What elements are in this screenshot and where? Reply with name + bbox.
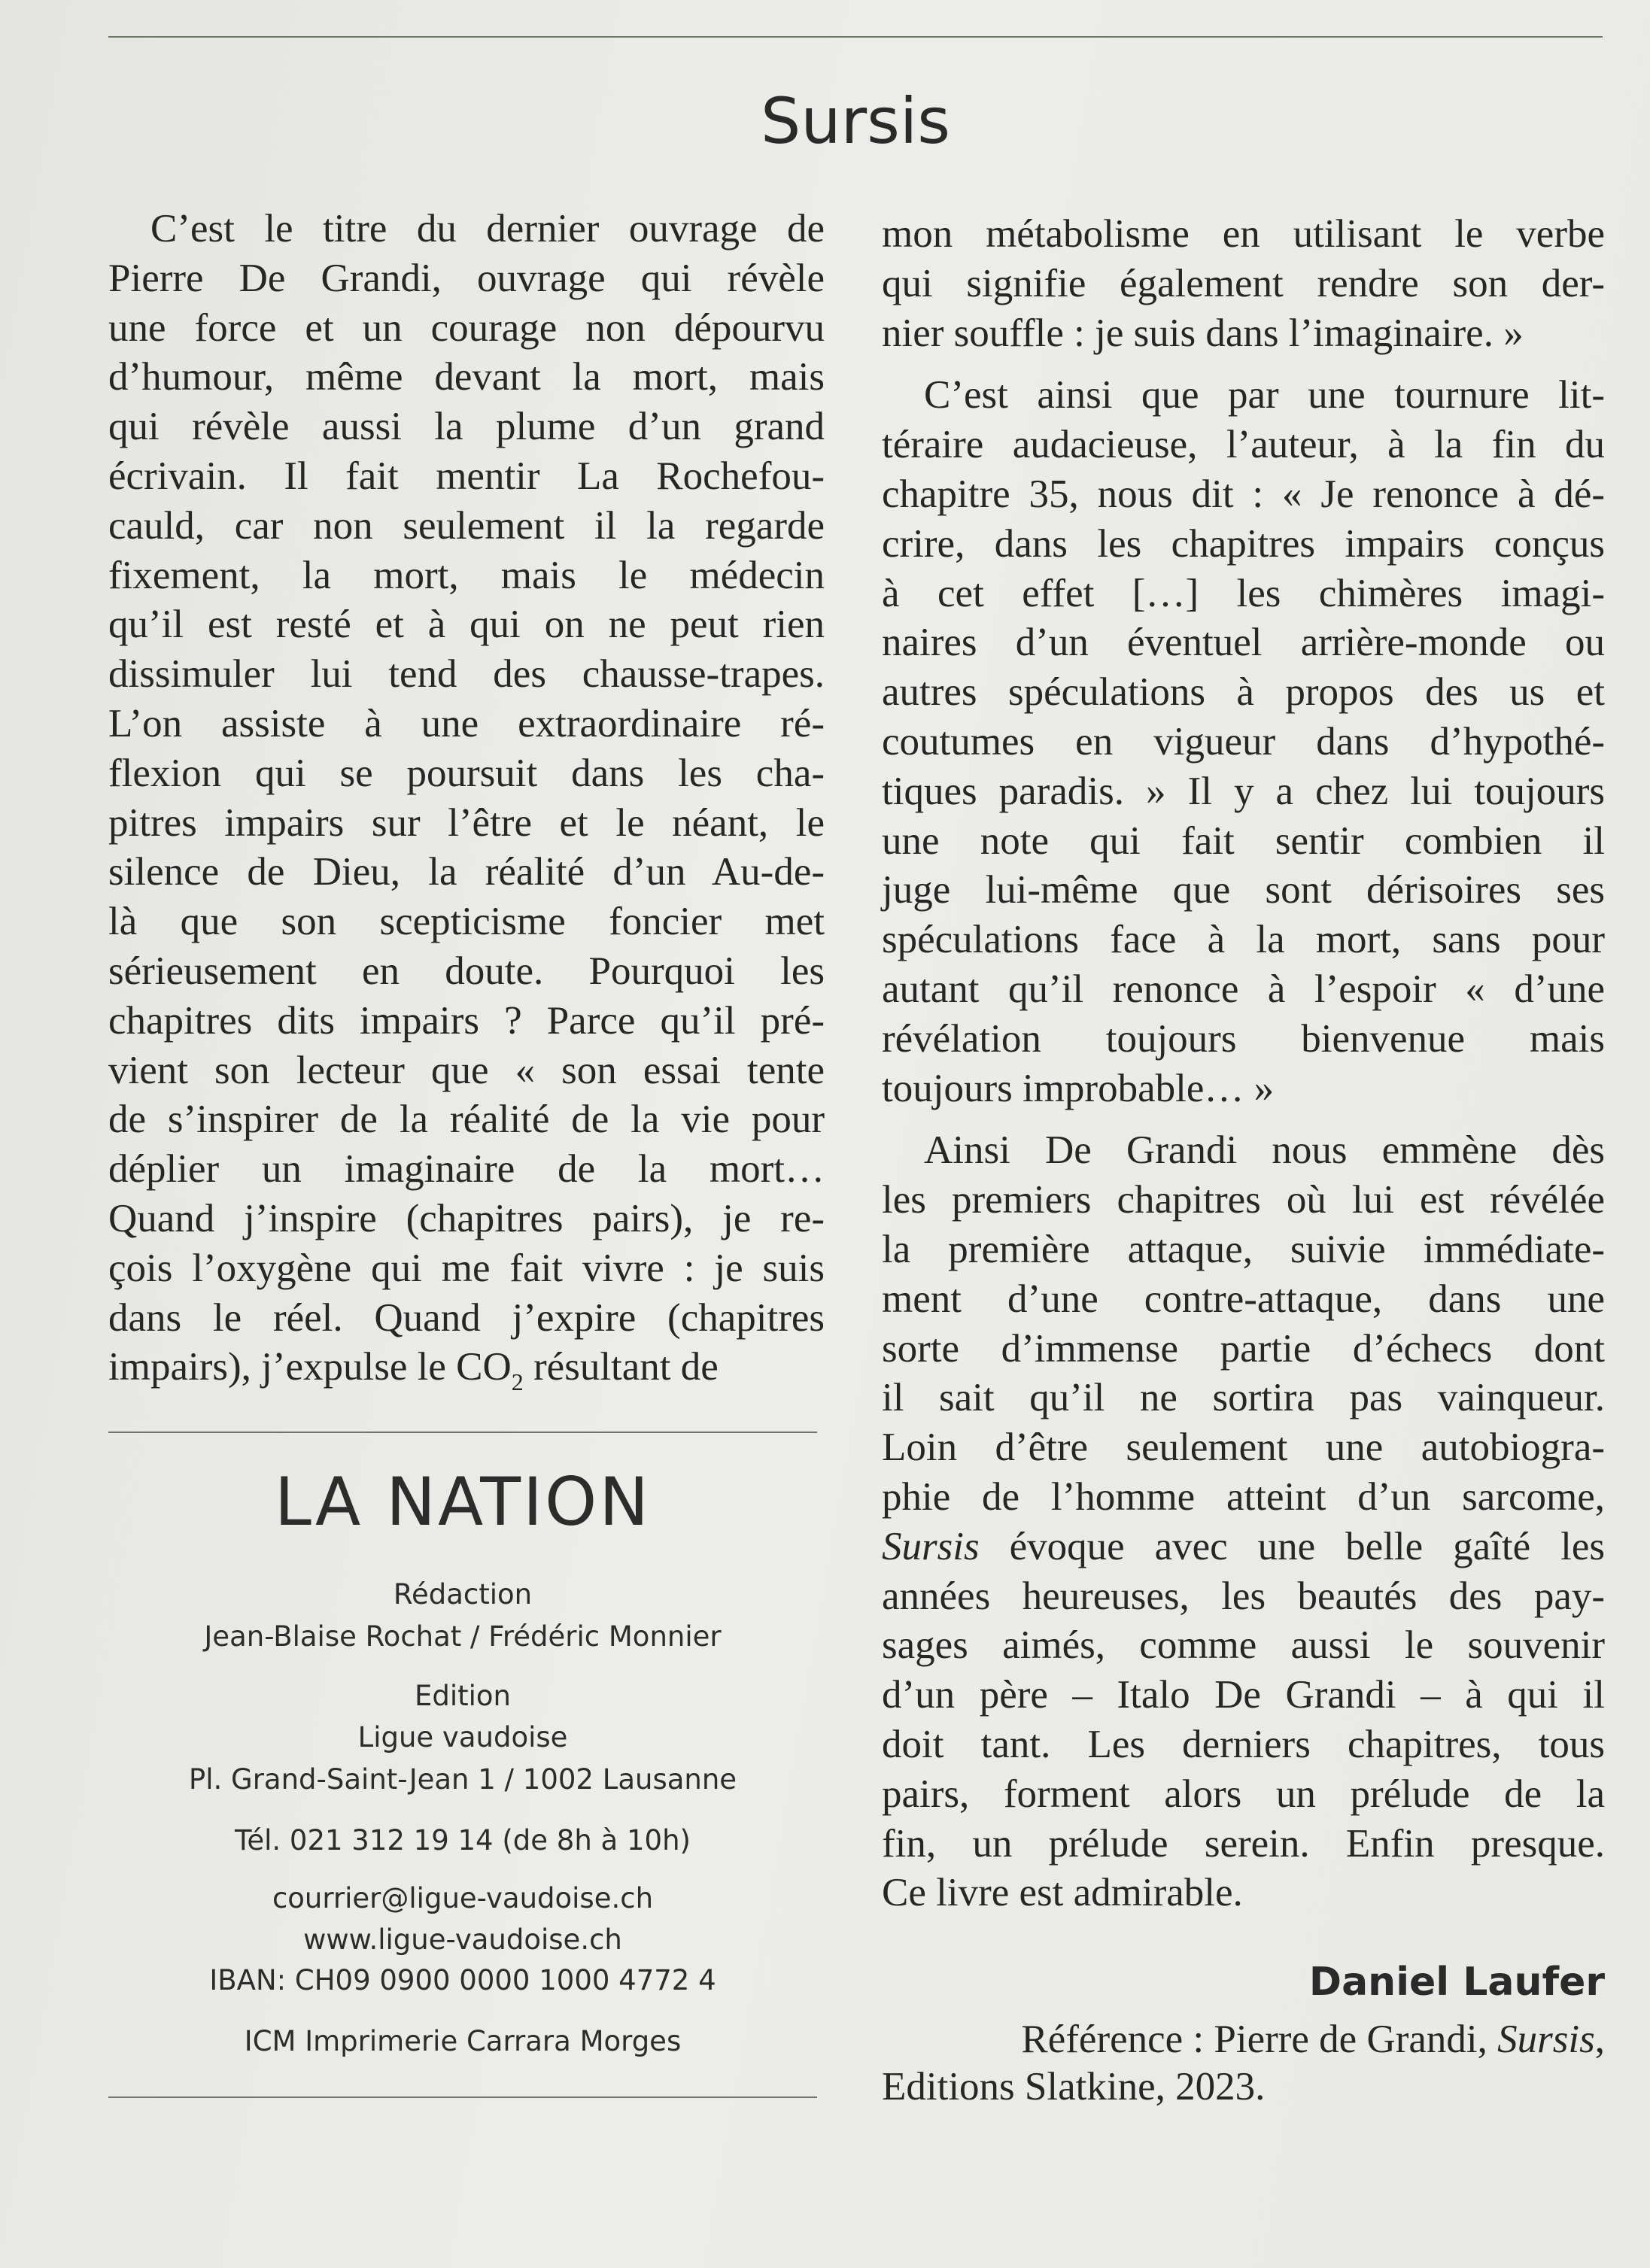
text-line: pairs, forment alors un prélude de la (882, 1772, 1605, 1816)
text-line: d’un père – Italo De Grandi – à qui il (882, 1673, 1605, 1717)
text-line: les premiers chapitres où lui est révélée (882, 1178, 1605, 1222)
text-line: une note qui fait sentir combien il (882, 818, 1605, 863)
text-line: dans le réel. Quand j’expire (chapitres (108, 1295, 825, 1340)
text-line: toujours improbable… » (882, 1066, 1275, 1110)
text-line: autres spéculations à propos des us et (882, 670, 1605, 715)
text-line: cauld, car non seulement il la regarde (108, 503, 825, 548)
text-line: tiques paradis. » Il y a chez lui toujours (882, 769, 1605, 813)
masthead-line: ICM Imprimerie Carrara Morges (244, 2025, 682, 2057)
text-line: fixement, la mort, mais le médecin (108, 553, 825, 597)
text-line: téraire audacieuse, l’auteur, à la fin du (882, 423, 1605, 467)
text-line: sages aimés, comme aussi le souvenir (882, 1623, 1605, 1668)
text-line: mon métabolisme en utilisant le verbe (882, 212, 1605, 256)
text-line: il sait qu’il ne sortira pas vainqueur. (882, 1376, 1605, 1420)
text-segment: résultant de (523, 1345, 719, 1389)
paragraph (882, 371, 1605, 1113)
italic-title: Sursis (882, 1524, 980, 1568)
paragraph (882, 210, 1605, 358)
reference-book-title: Sursis (1497, 2018, 1595, 2061)
text-line (108, 1343, 825, 1396)
masthead-line: IBAN: CH09 0900 0000 1000 4772 4 (209, 1964, 716, 1996)
text-line: qui signifie également rendre son der- (882, 261, 1605, 305)
text-line: la première attaque, suivie immédiate- (882, 1227, 1605, 1271)
text-line: sérieusement en doute. Pourquoi les (108, 949, 825, 993)
text-line: sorte d’immense partie d’échecs dont (882, 1326, 1605, 1371)
text-line: autant qu’il renonce à l’espoir « d’une (882, 967, 1605, 1011)
text-line: doit tant. Les derniers chapitres, tous (882, 1722, 1605, 1766)
text-line: dissimuler lui tend des chausse-trapes. (108, 652, 825, 697)
masthead-bottom-rule (108, 2096, 817, 2098)
text-line: années heureuses, les beautés des pay- (882, 1574, 1605, 1618)
article-title: Sursis (761, 84, 950, 158)
article-right-column (882, 210, 1605, 1931)
text-line: Ce livre est admirable. (882, 1871, 1243, 1915)
text-line: une force et un courage non dépourvu (108, 305, 825, 350)
book-reference (882, 2016, 1605, 2111)
masthead-title: LA NATION (274, 1463, 652, 1541)
masthead-line: Edition (414, 1680, 512, 1712)
reference-prefix: Référence : Pierre de Grandi, (1021, 2018, 1498, 2061)
masthead-top-rule (108, 1432, 817, 1433)
masthead-line: Ligue vaudoise (357, 1721, 568, 1753)
paragraph (882, 1126, 1605, 1918)
masthead-line: courrier@ligue-vaudoise.ch (272, 1882, 654, 1914)
masthead-line: Pl. Grand-Saint-Jean 1 / 1002 Lausanne (188, 1763, 737, 1796)
text-line: de s’inspirer de la réalité de la vie pour (108, 1098, 825, 1142)
text-line: qui révèle aussi la plume d’un grand (108, 405, 825, 449)
text-line: là que son scepticisme foncier met (108, 900, 825, 944)
reference-publisher: Editions Slatkine, 2023. (882, 2065, 1266, 2109)
text-line: vient son lecteur que « son essai tente (108, 1048, 825, 1092)
text-line: écrivain. Il fait mentir La Rochefou- (108, 454, 825, 498)
text-line: C’est le titre du dernier ouvrage de (150, 207, 825, 250)
text-line: C’est ainsi que par une tournure lit- (924, 373, 1605, 417)
text-line: Pierre De Grandi, ouvrage qui révèle (108, 256, 825, 300)
text-line: qu’il est resté et à qui on ne peut rien (108, 603, 825, 647)
reference-suffix: , (1594, 2018, 1605, 2061)
text-line: à cet effet […] les chimères imagi- (882, 571, 1605, 615)
author-signature: Daniel Laufer (1308, 1960, 1605, 2005)
text-line: flexion qui se poursuit dans les cha- (108, 751, 825, 795)
masthead-line: Tél. 021 312 19 14 (de 8h à 10h) (235, 1824, 691, 1857)
text-line: chapitre 35, nous dit : « Je renonce à dé- (882, 472, 1605, 516)
text-line: nier souffle : je suis dans l’imaginaire. » (882, 311, 1524, 355)
text-line: révélation toujours bienvenue mais (882, 1016, 1605, 1061)
text-line: juge lui-même que sont dérisoires ses (882, 868, 1605, 912)
subscript: 2 (511, 1368, 524, 1396)
text-line: pitres impairs sur l’être et le néant, le (108, 800, 825, 845)
text-line: naires d’un éventuel arrière-monde ou (882, 621, 1605, 665)
text-line: d’humour, même devant la mort, mais (108, 355, 825, 399)
article-left-column (108, 205, 825, 1405)
text-line: spéculations face à la mort, sans pour (882, 918, 1605, 962)
text-segment: évoque avec une belle gaîté les (979, 1524, 1605, 1568)
top-rule (108, 36, 1603, 38)
text-line: silence de Dieu, la réalité d’un Au-de- (108, 850, 825, 894)
text-line: L’on assiste à une extraordinaire ré- (108, 701, 825, 745)
paragraph (108, 205, 825, 1396)
text-line: ment d’une contre-attaque, dans une (882, 1277, 1605, 1321)
masthead-line: Jean-Blaise Rochat / Frédéric Monnier (204, 1620, 722, 1653)
text-line: çois l’oxygène qui me fait vivre : je suis (108, 1246, 825, 1290)
text-line: crire, dans les chapitres impairs conçus (882, 521, 1605, 566)
text-line: déplier un imaginaire de la mort… (108, 1147, 825, 1192)
text-line: chapitres dits impairs ? Parce qu’il pré- (108, 998, 825, 1043)
text-line: coutumes en vigueur dans d’hypothé- (882, 719, 1605, 764)
text-line: Quand j’inspire (chapitres pairs), je re- (108, 1196, 825, 1240)
text-line: phie de l’homme atteint d’un sarcome, (882, 1474, 1605, 1519)
masthead-line: www.ligue-vaudoise.ch (303, 1923, 622, 1956)
text-line: Loin d’être seulement une autobiogra- (882, 1425, 1605, 1470)
text-segment: impairs), j’expulse le CO (108, 1345, 512, 1389)
text-line (882, 1523, 1605, 1572)
text-line: fin, un prélude serein. Enfin presque. (882, 1821, 1605, 1866)
masthead-line: Rédaction (393, 1578, 533, 1611)
text-line: Ainsi De Grandi nous emmène dès (924, 1128, 1605, 1173)
